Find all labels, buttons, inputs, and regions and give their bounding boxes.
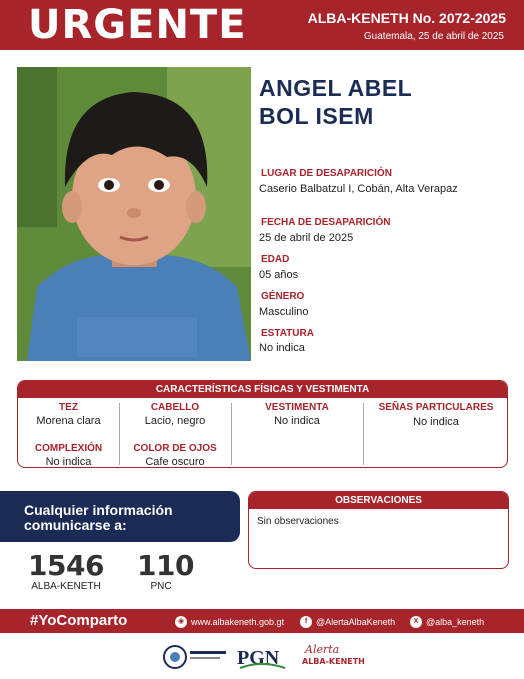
person-name-line1: ANGEL ABEL: [259, 75, 413, 101]
logos-graphic: [0, 640, 524, 676]
edad-label: EDAD: [261, 254, 290, 265]
lugar-label: LUGAR DE DESAPARICIÓN: [261, 168, 392, 179]
fecha-label: FECHA DE DESAPARICIÓN: [261, 217, 391, 228]
child-photo: [17, 67, 251, 361]
alert-code: ALBA-KENETH No. 2072-2025: [307, 10, 506, 26]
cabello-label: CABELLO: [150, 402, 200, 413]
pgn-logo: [237, 647, 285, 669]
cabello-value: Lacio, negro: [144, 415, 206, 427]
observations-panel: [248, 491, 509, 569]
lugar-value: Caserio Balbatzul I, Cobán, Alta Verapaz: [259, 183, 458, 195]
characteristics-panel: [17, 380, 508, 468]
ojos-value: Cafe oscuro: [145, 456, 205, 468]
x-text: @alba_keneth: [426, 617, 485, 627]
facebook-link[interactable]: [300, 615, 395, 629]
x-icon: X: [410, 616, 422, 628]
footer-bar: [0, 609, 524, 633]
phone-pnc: 110: [137, 549, 194, 582]
pgn-text: PGN: [237, 647, 280, 669]
alerta-logo: [302, 643, 365, 666]
observations-title: OBSERVACIONES: [249, 492, 508, 509]
characteristics-title: CARACTERÍSTICAS FÍSICAS Y VESTIMENTA: [18, 381, 507, 398]
alert-title: URGENTE: [28, 2, 247, 48]
alerta-text: Alerta: [305, 643, 340, 656]
observations-text: Sin observaciones: [257, 516, 339, 527]
complexion-label: COMPLEXIÓN: [34, 443, 103, 454]
estatura-value: No indica: [259, 342, 305, 354]
contact-text: [24, 503, 173, 533]
person-name-line2: BOL ISEM: [259, 103, 374, 129]
alerta-brand-text: ALBA-KENETH: [302, 657, 365, 666]
gov-logo: [164, 646, 226, 668]
person-name: [259, 74, 412, 130]
complexion-value: No indica: [45, 456, 92, 468]
vestimenta-label: VESTIMENTA: [265, 402, 329, 413]
contact-banner: [0, 491, 240, 542]
tez-value: Morena clara: [36, 415, 101, 427]
x-link[interactable]: [410, 615, 484, 629]
phone-alba: 1546: [28, 549, 104, 582]
genero-value: Masculino: [259, 306, 309, 318]
genero-label: GÉNERO: [261, 291, 305, 302]
edad-value: 05 años: [259, 269, 299, 281]
child-portrait-illustration: [17, 67, 251, 361]
vestimenta-value: No indica: [274, 415, 320, 427]
alert-date: Guatemala, 25 de abril de 2025: [363, 31, 504, 42]
phone-pnc-label: PNC: [150, 581, 172, 592]
senas-value: No indica: [413, 416, 459, 428]
facebook-icon: f: [300, 616, 312, 628]
ojos-label: COLOR DE OJOS: [133, 443, 217, 454]
globe-icon: ◉: [175, 616, 187, 628]
website-text: www.albakeneth.gob.gt: [191, 617, 285, 627]
estatura-label: ESTATURA: [261, 328, 314, 339]
facebook-text: @AlertaAlbaKeneth: [316, 617, 396, 627]
contact-line2: comunicarse a:: [24, 517, 127, 533]
tez-label: TEZ: [59, 402, 78, 413]
phone-alba-label: ALBA-KENETH: [31, 581, 101, 592]
header-banner: [0, 0, 524, 50]
website-link[interactable]: [175, 615, 284, 629]
logos-row: [0, 640, 524, 676]
hashtag: #YoComparto: [30, 612, 128, 629]
contact-line1: Cualquier información: [24, 502, 173, 518]
fecha-value: 25 de abril de 2025: [259, 232, 354, 244]
senas-label: SEÑAS PARTICULARES: [378, 402, 494, 413]
